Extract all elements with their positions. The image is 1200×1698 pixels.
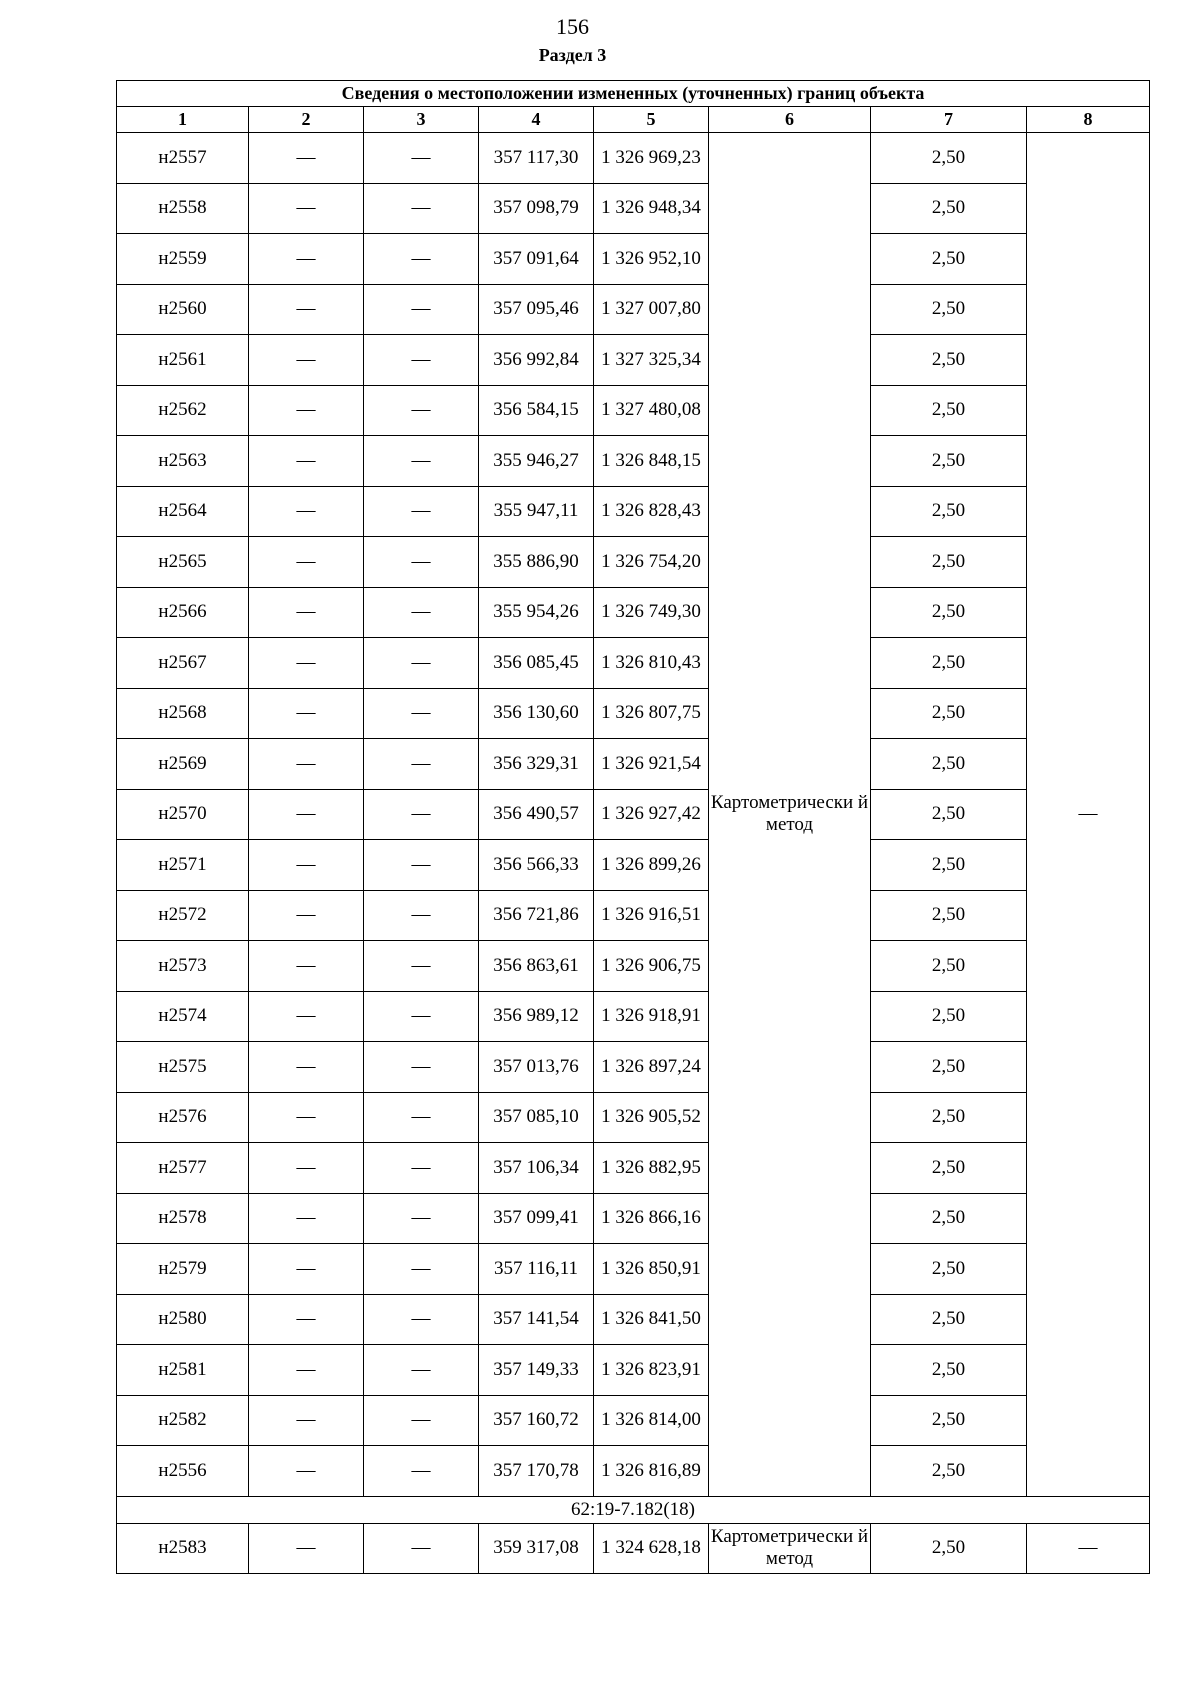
y-coordinate-cell: 1 326 969,23 xyxy=(594,133,709,184)
point-name-cell: н2578 xyxy=(117,1193,249,1244)
column-number: 4 xyxy=(479,107,594,133)
y-coordinate-cell: 1 326 841,50 xyxy=(594,1294,709,1345)
point-name-cell: н2565 xyxy=(117,537,249,588)
x-coordinate-cell: 357 099,41 xyxy=(479,1193,594,1244)
point-name-cell: н2571 xyxy=(117,840,249,891)
dash-cell: — xyxy=(249,1446,364,1497)
table-row xyxy=(117,133,1150,184)
dash-cell: — xyxy=(249,739,364,790)
accuracy-cell: 2,50 xyxy=(871,284,1027,335)
column-number: 7 xyxy=(871,107,1027,133)
point-name-cell: н2559 xyxy=(117,234,249,285)
table-row xyxy=(117,1345,1150,1396)
table-row xyxy=(117,1042,1150,1093)
dash-cell: — xyxy=(249,1523,364,1573)
dash-cell: — xyxy=(364,890,479,941)
y-coordinate-cell: 1 326 905,52 xyxy=(594,1092,709,1143)
accuracy-cell: 2,50 xyxy=(871,133,1027,184)
dash-cell: — xyxy=(364,840,479,891)
column-number: 2 xyxy=(249,107,364,133)
x-coordinate-cell: 359 317,08 xyxy=(479,1523,594,1573)
accuracy-cell: 2,50 xyxy=(871,1446,1027,1497)
accuracy-cell: 2,50 xyxy=(871,1345,1027,1396)
x-coordinate-cell: 355 954,26 xyxy=(479,587,594,638)
dash-cell: — xyxy=(249,991,364,1042)
x-coordinate-cell: 356 085,45 xyxy=(479,638,594,689)
accuracy-cell: 2,50 xyxy=(871,335,1027,386)
y-coordinate-cell: 1 326 828,43 xyxy=(594,486,709,537)
y-coordinate-cell: 1 326 810,43 xyxy=(594,638,709,689)
table-row xyxy=(117,486,1150,537)
y-coordinate-cell: 1 324 628,18 xyxy=(594,1523,709,1573)
table-row xyxy=(117,385,1150,436)
accuracy-cell: 2,50 xyxy=(871,1193,1027,1244)
dash-cell: — xyxy=(364,385,479,436)
accuracy-cell: 2,50 xyxy=(871,587,1027,638)
column-number: 8 xyxy=(1027,107,1150,133)
dash-cell: — xyxy=(364,688,479,739)
accuracy-cell: 2,50 xyxy=(871,1294,1027,1345)
accuracy-cell: 2,50 xyxy=(871,183,1027,234)
y-coordinate-cell: 1 327 480,08 xyxy=(594,385,709,436)
table-row xyxy=(117,284,1150,335)
accuracy-cell: 2,50 xyxy=(871,486,1027,537)
dash-cell: — xyxy=(364,335,479,386)
accuracy-cell: 2,50 xyxy=(871,739,1027,790)
table-row xyxy=(117,1143,1150,1194)
group-label: 62:19-7.182(18) xyxy=(117,1496,1150,1523)
dash-cell: — xyxy=(364,739,479,790)
table-title: Сведения о местоположении измененных (уточненных) границ объекта xyxy=(117,81,1150,107)
dash-cell: — xyxy=(364,537,479,588)
table-row xyxy=(117,1446,1150,1497)
x-coordinate-cell: 357 085,10 xyxy=(479,1092,594,1143)
page-number: 156 xyxy=(556,14,589,39)
dash-cell: — xyxy=(249,638,364,689)
method-cell: Картометрически й метод xyxy=(709,133,871,1497)
method-cell: Картометрически й метод xyxy=(709,1523,871,1573)
dash-cell: — xyxy=(249,183,364,234)
column-number: 6 xyxy=(709,107,871,133)
y-coordinate-cell: 1 326 921,54 xyxy=(594,739,709,790)
dash-cell: — xyxy=(364,1294,479,1345)
dash-cell: — xyxy=(249,1193,364,1244)
dash-cell: — xyxy=(249,840,364,891)
dash-cell: — xyxy=(1027,133,1150,1497)
x-coordinate-cell: 355 947,11 xyxy=(479,486,594,537)
table-row xyxy=(117,587,1150,638)
x-coordinate-cell: 357 095,46 xyxy=(479,284,594,335)
x-coordinate-cell: 355 886,90 xyxy=(479,537,594,588)
dash-cell: — xyxy=(364,1395,479,1446)
dash-cell: — xyxy=(364,486,479,537)
dash-cell: — xyxy=(364,991,479,1042)
dash-cell: — xyxy=(249,789,364,840)
y-coordinate-cell: 1 326 897,24 xyxy=(594,1042,709,1093)
dash-cell: — xyxy=(249,486,364,537)
dash-cell: — xyxy=(249,587,364,638)
y-coordinate-cell: 1 326 749,30 xyxy=(594,587,709,638)
x-coordinate-cell: 357 106,34 xyxy=(479,1143,594,1194)
accuracy-cell: 2,50 xyxy=(871,1244,1027,1295)
table-row xyxy=(117,234,1150,285)
table-row xyxy=(117,436,1150,487)
point-name-cell: н2577 xyxy=(117,1143,249,1194)
y-coordinate-cell: 1 326 927,42 xyxy=(594,789,709,840)
dash-cell: — xyxy=(249,385,364,436)
point-name-cell: н2581 xyxy=(117,1345,249,1396)
point-name-cell: н2582 xyxy=(117,1395,249,1446)
coordinates-table xyxy=(116,80,1150,1574)
accuracy-cell: 2,50 xyxy=(871,1143,1027,1194)
x-coordinate-cell: 357 117,30 xyxy=(479,133,594,184)
dash-cell: — xyxy=(364,234,479,285)
dash-cell: — xyxy=(364,1345,479,1396)
x-coordinate-cell: 356 992,84 xyxy=(479,335,594,386)
point-name-cell: н2573 xyxy=(117,941,249,992)
accuracy-cell: 2,50 xyxy=(871,234,1027,285)
accuracy-cell: 2,50 xyxy=(871,941,1027,992)
x-coordinate-cell: 355 946,27 xyxy=(479,436,594,487)
x-coordinate-cell: 357 170,78 xyxy=(479,1446,594,1497)
group-row xyxy=(117,1496,1150,1523)
dash-cell: — xyxy=(364,1092,479,1143)
point-name-cell: н2574 xyxy=(117,991,249,1042)
dash-cell: — xyxy=(249,1244,364,1295)
dash-cell: — xyxy=(249,1395,364,1446)
x-coordinate-cell: 357 149,33 xyxy=(479,1345,594,1396)
point-name-cell: н2561 xyxy=(117,335,249,386)
table-row xyxy=(117,840,1150,891)
x-coordinate-cell: 356 584,15 xyxy=(479,385,594,436)
x-coordinate-cell: 357 098,79 xyxy=(479,183,594,234)
table-row xyxy=(117,890,1150,941)
x-coordinate-cell: 357 160,72 xyxy=(479,1395,594,1446)
dash-cell: — xyxy=(249,1345,364,1396)
dash-cell: — xyxy=(364,436,479,487)
y-coordinate-cell: 1 326 916,51 xyxy=(594,890,709,941)
point-name-cell: н2575 xyxy=(117,1042,249,1093)
table-row xyxy=(117,638,1150,689)
dash-cell: — xyxy=(364,1523,479,1573)
dash-cell: — xyxy=(364,1244,479,1295)
point-name-cell: н2562 xyxy=(117,385,249,436)
y-coordinate-cell: 1 326 807,75 xyxy=(594,688,709,739)
dash-cell: — xyxy=(364,587,479,638)
point-name-cell: н2557 xyxy=(117,133,249,184)
y-coordinate-cell: 1 326 918,91 xyxy=(594,991,709,1042)
dash-cell: — xyxy=(364,133,479,184)
accuracy-cell: 2,50 xyxy=(871,991,1027,1042)
y-coordinate-cell: 1 326 754,20 xyxy=(594,537,709,588)
point-name-cell: н2563 xyxy=(117,436,249,487)
x-coordinate-cell: 357 091,64 xyxy=(479,234,594,285)
y-coordinate-cell: 1 326 848,15 xyxy=(594,436,709,487)
table-row xyxy=(117,1395,1150,1446)
column-number-row xyxy=(117,107,1150,133)
accuracy-cell: 2,50 xyxy=(871,1092,1027,1143)
table-row xyxy=(117,183,1150,234)
x-coordinate-cell: 356 130,60 xyxy=(479,688,594,739)
dash-cell: — xyxy=(249,941,364,992)
point-name-cell: н2580 xyxy=(117,1294,249,1345)
x-coordinate-cell: 357 116,11 xyxy=(479,1244,594,1295)
point-name-cell: н2564 xyxy=(117,486,249,537)
dash-cell: — xyxy=(249,284,364,335)
y-coordinate-cell: 1 326 850,91 xyxy=(594,1244,709,1295)
accuracy-cell: 2,50 xyxy=(871,1395,1027,1446)
y-coordinate-cell: 1 326 952,10 xyxy=(594,234,709,285)
accuracy-cell: 2,50 xyxy=(871,1042,1027,1093)
point-name-cell: н2579 xyxy=(117,1244,249,1295)
dash-cell: — xyxy=(364,1446,479,1497)
y-coordinate-cell: 1 326 948,34 xyxy=(594,183,709,234)
accuracy-cell: 2,50 xyxy=(871,385,1027,436)
dash-cell: — xyxy=(249,1042,364,1093)
point-name-cell: н2560 xyxy=(117,284,249,335)
table-row xyxy=(117,1294,1150,1345)
y-coordinate-cell: 1 326 906,75 xyxy=(594,941,709,992)
table-row xyxy=(117,1244,1150,1295)
dash-cell: — xyxy=(249,890,364,941)
dash-cell: — xyxy=(364,183,479,234)
point-name-cell: н2567 xyxy=(117,638,249,689)
dash-cell: — xyxy=(249,335,364,386)
table-row xyxy=(117,1523,1150,1573)
x-coordinate-cell: 356 329,31 xyxy=(479,739,594,790)
x-coordinate-cell: 356 863,61 xyxy=(479,941,594,992)
dash-cell: — xyxy=(364,284,479,335)
y-coordinate-cell: 1 326 816,89 xyxy=(594,1446,709,1497)
accuracy-cell: 2,50 xyxy=(871,1523,1027,1573)
table-row xyxy=(117,335,1150,386)
point-name-cell: н2572 xyxy=(117,890,249,941)
accuracy-cell: 2,50 xyxy=(871,688,1027,739)
point-name-cell: н2570 xyxy=(117,789,249,840)
table-row xyxy=(117,537,1150,588)
dash-cell: — xyxy=(364,1042,479,1093)
accuracy-cell: 2,50 xyxy=(871,890,1027,941)
x-coordinate-cell: 357 013,76 xyxy=(479,1042,594,1093)
accuracy-cell: 2,50 xyxy=(871,436,1027,487)
point-name-cell: н2569 xyxy=(117,739,249,790)
dash-cell: — xyxy=(364,789,479,840)
point-name-cell: н2568 xyxy=(117,688,249,739)
accuracy-cell: 2,50 xyxy=(871,537,1027,588)
table-row xyxy=(117,1092,1150,1143)
dash-cell: — xyxy=(1027,1523,1150,1573)
dash-cell: — xyxy=(249,1143,364,1194)
column-number: 5 xyxy=(594,107,709,133)
y-coordinate-cell: 1 327 007,80 xyxy=(594,284,709,335)
dash-cell: — xyxy=(249,688,364,739)
y-coordinate-cell: 1 326 814,00 xyxy=(594,1395,709,1446)
x-coordinate-cell: 356 721,86 xyxy=(479,890,594,941)
column-number: 3 xyxy=(364,107,479,133)
y-coordinate-cell: 1 326 866,16 xyxy=(594,1193,709,1244)
point-name-cell: н2558 xyxy=(117,183,249,234)
dash-cell: — xyxy=(364,1193,479,1244)
x-coordinate-cell: 357 141,54 xyxy=(479,1294,594,1345)
dash-cell: — xyxy=(249,436,364,487)
table-row xyxy=(117,789,1150,840)
dash-cell: — xyxy=(249,1294,364,1345)
x-coordinate-cell: 356 490,57 xyxy=(479,789,594,840)
dash-cell: — xyxy=(364,638,479,689)
section-title: Раздел 3 xyxy=(538,45,607,65)
y-coordinate-cell: 1 326 882,95 xyxy=(594,1143,709,1194)
column-number: 1 xyxy=(117,107,249,133)
y-coordinate-cell: 1 327 325,34 xyxy=(594,335,709,386)
dash-cell: — xyxy=(249,537,364,588)
dash-cell: — xyxy=(249,1092,364,1143)
dash-cell: — xyxy=(364,1143,479,1194)
y-coordinate-cell: 1 326 823,91 xyxy=(594,1345,709,1396)
dash-cell: — xyxy=(249,133,364,184)
table-row xyxy=(117,1193,1150,1244)
point-name-cell: н2583 xyxy=(117,1523,249,1573)
accuracy-cell: 2,50 xyxy=(871,789,1027,840)
dash-cell: — xyxy=(249,234,364,285)
point-name-cell: н2576 xyxy=(117,1092,249,1143)
point-name-cell: н2566 xyxy=(117,587,249,638)
dash-cell: — xyxy=(364,941,479,992)
accuracy-cell: 2,50 xyxy=(871,638,1027,689)
table-row xyxy=(117,991,1150,1042)
table-row xyxy=(117,739,1150,790)
point-name-cell: н2556 xyxy=(117,1446,249,1497)
accuracy-cell: 2,50 xyxy=(871,840,1027,891)
y-coordinate-cell: 1 326 899,26 xyxy=(594,840,709,891)
x-coordinate-cell: 356 566,33 xyxy=(479,840,594,891)
table-row xyxy=(117,688,1150,739)
x-coordinate-cell: 356 989,12 xyxy=(479,991,594,1042)
table-row xyxy=(117,941,1150,992)
